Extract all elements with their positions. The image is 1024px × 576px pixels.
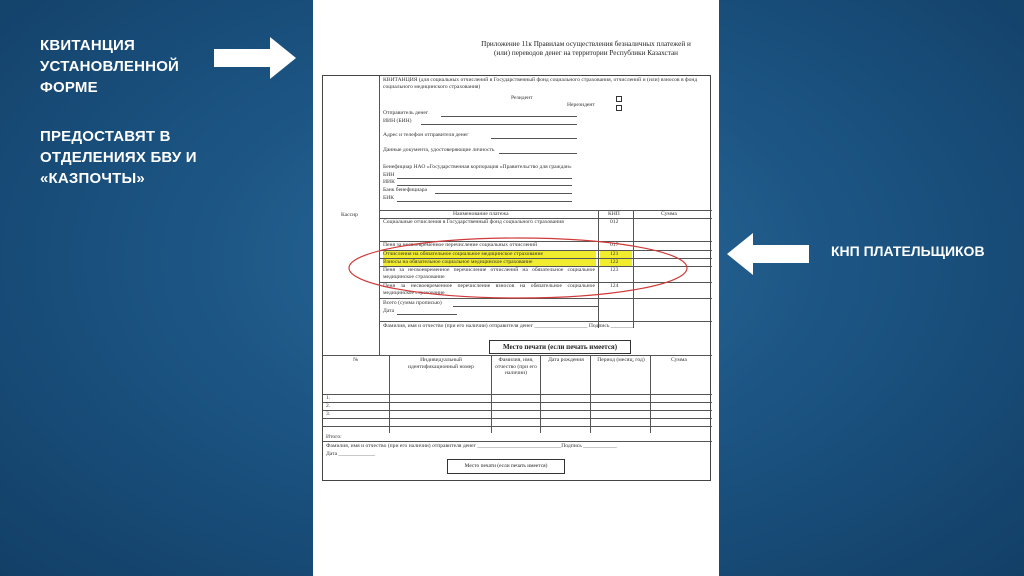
resident-checkbox[interactable] xyxy=(616,96,622,102)
receipt-frame xyxy=(322,75,711,481)
col-knp-header: КНП xyxy=(608,211,620,217)
t2-col-sum: Сумма xyxy=(671,357,687,363)
bank-label: Банк бенефициара xyxy=(383,187,427,193)
cashier-label: Кассир xyxy=(341,212,358,218)
bik-label: БИК xyxy=(383,195,394,201)
iik-label: ИИК xyxy=(383,179,395,185)
beneficiary-label: Бенефициар НАО «Государственная корпорация «Правительство для граждан» xyxy=(383,164,572,170)
row-knp-2: 017 xyxy=(610,242,619,248)
t2-col-fio: Фамилия, имя, отчество (при его наличии) xyxy=(495,357,537,377)
row-knp-3: 121 xyxy=(600,251,632,258)
arrow-right-icon xyxy=(214,37,298,79)
row-knp-1: 012 xyxy=(610,219,619,225)
row-name-2: Пеня за несвоевременное перечисление социальных отчислений xyxy=(383,242,538,248)
iin-label: ИИН (БИН) xyxy=(383,118,412,124)
t2-col-period: Период (месяц, год) xyxy=(597,357,645,363)
row-name-6: Пеня за несвоевременное перечисление взносов на обязательное социальное медицинское страхование xyxy=(383,283,595,296)
slide-text-provided: ПРЕДОСТАВЯТ В ОТДЕЛЕНИЯХ БВУ И «КАЗПОЧТЫ» xyxy=(40,128,197,187)
address-label: Адрес и телефон отправителя денег xyxy=(383,132,469,138)
doc-header: Приложение 11к Правилам осуществления безналичных платежей и (или) переводов денег на территории Республики Казахстан xyxy=(481,40,691,57)
row-knp-4: 122 xyxy=(600,259,632,266)
t2-col-num: № xyxy=(353,357,359,363)
nonresident-label: Нерезидент xyxy=(567,102,595,108)
date-label-2: Дата _____________ xyxy=(326,451,375,457)
id-docs-label: Данные документа, удостоверяющие личность xyxy=(383,147,495,153)
slide-text-receipt: КВИТАНЦИЯ УСТАНОВЛЕННОЙ ФОРМЕ xyxy=(40,37,180,96)
col-name-header: Наименование платежа xyxy=(453,211,509,217)
row-name-3: Отчисления на обязательное социальное медицинское страхование xyxy=(383,251,596,258)
row-name-4: Взносы на обязательное социальное медицинское страхование xyxy=(383,259,596,266)
itogo-label: Итого: xyxy=(326,434,342,440)
t2-col-birth: Дата рождения xyxy=(548,357,584,363)
row-name-1: Социальные отчисления в Государственный фонд социального страхования xyxy=(383,219,564,225)
signature-line: Фамилия, имя и отчество (при его наличии) отправителя денег ___________________ Подпись ________ xyxy=(383,323,634,329)
sender-label: Отправитель денег xyxy=(383,110,429,116)
row-knp-5: 123 xyxy=(610,267,619,273)
t2-row-1: 1. xyxy=(326,395,331,401)
arrow-left-icon xyxy=(725,233,809,275)
slide-label-knp: КНП ПЛАТЕЛЬЩИКОВ xyxy=(831,243,985,259)
bin-label: БИН xyxy=(383,172,395,178)
nonresident-checkbox[interactable] xyxy=(616,105,622,111)
receipt-document xyxy=(313,0,719,576)
t2-row-3: 3. xyxy=(326,411,331,417)
signature-line-2: Фамилия, имя и отчество (при его наличии) отправителя денег ______________________________Подпись ____________ xyxy=(326,443,617,449)
resident-label: Резидент xyxy=(511,95,533,101)
stamp-box: Место печати (если печать имеется) xyxy=(489,340,631,354)
stamp-box-2: Место печати (если печать имеется) xyxy=(447,459,565,474)
row-knp-6: 124 xyxy=(610,283,619,289)
t2-row-2: 2. xyxy=(326,403,331,409)
row-name-5: Пеня за несвоевременное перечисление отчислений на обязательное социальное медицинское страхование xyxy=(383,267,595,280)
total-label: Всего (сумма прописью) xyxy=(383,300,442,306)
date-label: Дата xyxy=(383,308,395,314)
col-sum-header: Сумма xyxy=(661,211,677,217)
receipt-title: КВИТАНЦИЯ (для социальных отчислений в Государственный фонд социального страхования, отчислений и (или) взносов в фонд социального медицинского страхования) xyxy=(383,77,698,90)
t2-col-iin: Индивидуальный идентификационный номер xyxy=(408,357,474,370)
